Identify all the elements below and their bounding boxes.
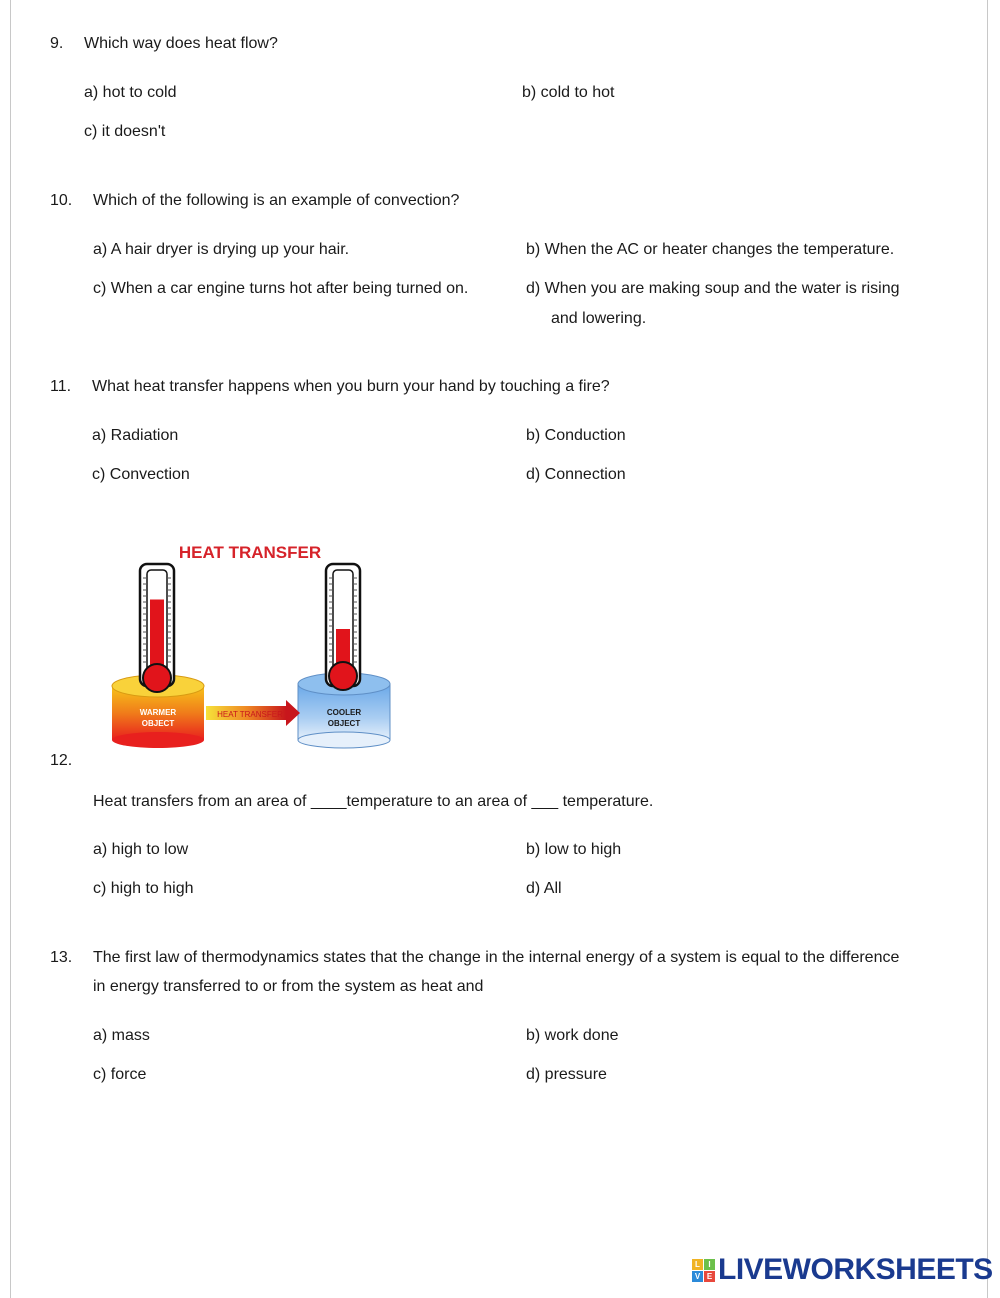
question-10-option-a[interactable]: a) A hair dryer is drying up your hair. bbox=[93, 241, 350, 258]
logo-block-e: E bbox=[704, 1271, 715, 1282]
question-12-option-b[interactable]: b) low to high bbox=[526, 841, 622, 858]
logo-block-i: I bbox=[704, 1259, 715, 1270]
warmer-label-2: OBJECT bbox=[141, 719, 175, 728]
cooler-label-1: COOLER bbox=[326, 708, 362, 717]
heat-transfer-arrow bbox=[206, 700, 300, 726]
question-11-text: What heat transfer happens when you burn your hand by touching a fire? bbox=[92, 378, 610, 395]
question-10-option-c[interactable]: c) When a car engine turns hot after being turned on. bbox=[93, 280, 469, 297]
question-10-number: 10. bbox=[50, 192, 73, 209]
question-12-option-d[interactable]: d) All bbox=[526, 880, 562, 897]
logo-block-v: V bbox=[692, 1271, 703, 1282]
question-9-option-b[interactable]: b) cold to hot bbox=[522, 84, 615, 101]
question-10-option-b[interactable]: b) When the AC or heater changes the temperature. bbox=[526, 241, 895, 258]
question-11-option-a[interactable]: a) Radiation bbox=[92, 427, 179, 444]
question-11-number: 11. bbox=[50, 378, 72, 395]
question-13-number: 13. bbox=[50, 949, 73, 966]
question-12-option-a[interactable]: a) high to low bbox=[93, 841, 189, 858]
figure-title: HEAT TRANSFER bbox=[178, 543, 322, 562]
question-13-option-a[interactable]: a) mass bbox=[93, 1027, 150, 1044]
arrow-label: HEAT TRANSFER bbox=[217, 710, 283, 719]
question-10-option-d-line1: d) When you are making soup and the water is rising bbox=[526, 280, 900, 297]
cooler-label-2: OBJECT bbox=[327, 719, 361, 728]
question-12-text: Heat transfers from an area of ____temperature to an area of ___ temperature. bbox=[93, 793, 654, 810]
question-11-option-b[interactable]: b) Conduction bbox=[526, 427, 626, 444]
question-13-option-c[interactable]: c) force bbox=[93, 1066, 147, 1083]
question-9-option-a[interactable]: a) hot to cold bbox=[84, 84, 177, 101]
question-9-number: 9. bbox=[50, 35, 64, 52]
question-10-option-d-line2: and lowering. bbox=[551, 310, 647, 327]
question-13-option-d[interactable]: d) pressure bbox=[526, 1066, 607, 1083]
logo-blocks-icon bbox=[692, 1259, 715, 1282]
logo-block-l: L bbox=[692, 1259, 703, 1270]
cool-thermometer bbox=[326, 564, 360, 690]
liveworksheets-logo[interactable] bbox=[692, 1254, 993, 1286]
question-12-option-c[interactable]: c) high to high bbox=[93, 880, 194, 897]
question-9-text: Which way does heat flow? bbox=[84, 35, 278, 52]
question-9-option-c[interactable]: c) it doesn't bbox=[84, 123, 166, 140]
heat-transfer-figure bbox=[100, 536, 400, 752]
logo-text: LIVEWORKSHEETS bbox=[718, 1253, 993, 1286]
question-11-option-c[interactable]: c) Convection bbox=[92, 466, 190, 483]
warmer-label-1: WARMER bbox=[139, 708, 177, 717]
question-10-text: Which of the following is an example of convection? bbox=[93, 192, 460, 209]
warm-thermometer bbox=[140, 564, 174, 692]
question-11-option-d[interactable]: d) Connection bbox=[526, 466, 626, 483]
question-13-option-b[interactable]: b) work done bbox=[526, 1027, 619, 1044]
question-13-text-line1: The first law of thermodynamics states that the change in the internal energy of a system is equal to the difference bbox=[93, 949, 900, 966]
question-12-number: 12. bbox=[50, 752, 73, 769]
question-13-text-line2: in energy transferred to or from the system as heat and bbox=[93, 978, 484, 995]
question-10-option-d[interactable] bbox=[526, 279, 900, 329]
